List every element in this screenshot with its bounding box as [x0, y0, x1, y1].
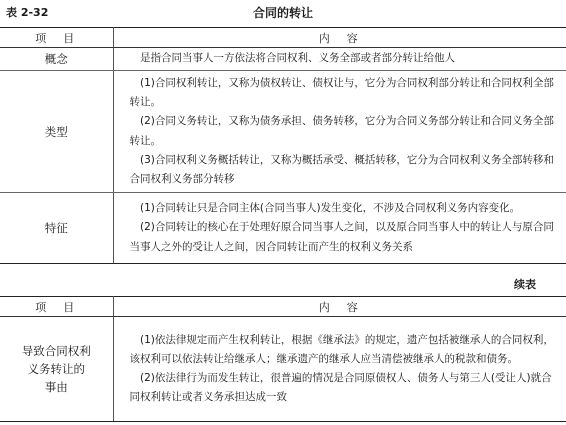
- contract-transfer-table-continued: [0, 296, 566, 422]
- row-item-line: 事由: [44, 380, 68, 394]
- row-item-concept: 概念: [0, 48, 113, 71]
- table-header-row: [0, 297, 566, 317]
- content-paragraph: (2)合同义务转让，又称为债务承担、债务转移，它分为合同义务部分转让和合同义务全部转让。: [129, 115, 554, 147]
- row-item-causes: [0, 317, 113, 422]
- table-row: [0, 71, 566, 193]
- content-paragraph: (2)依法律行为而发生转让，很普遍的情况是合同原债权人、债务人与第三人(受让人)就合同权利转让或者义务承担达成一致: [129, 372, 552, 404]
- row-item-line: 义务转让的: [27, 362, 85, 376]
- row-content-concept: [113, 48, 566, 71]
- table-title: 合同的转让: [252, 6, 313, 20]
- content-paragraph: (2)合同转让的核心在于处理好原合同当事人之间，以及原合同当事人中的转让人与原合同当事人之外的受让人之间，因合同转让而产生的权利义务关系: [129, 221, 554, 253]
- row-content-features: [113, 193, 566, 264]
- row-item-line: 导致合同权利: [21, 344, 91, 358]
- table-row: [0, 48, 566, 71]
- header-item: 项 目: [0, 297, 113, 317]
- table-header-row: [0, 28, 566, 48]
- header-item: 项 目: [0, 28, 113, 48]
- table-row: [0, 193, 566, 264]
- content-paragraph: 是指合同当事人一方依法将合同权利、义务全部或者部分转让给他人: [140, 52, 455, 65]
- content-paragraph: (1)合同权利转让，又称为债权转让、债权让与，它分为合同权利部分转让和合同权利全部转让。: [129, 76, 554, 109]
- row-item-types: 类型: [0, 71, 113, 193]
- content-paragraph: (1)依法律规定而产生权利转让，根据《继承法》的规定，遗产包括被继承人的合同权利，该权利可以依法转让给继承人；继承遗产的继承人应当清偿被继承人的税款和债务。: [129, 333, 554, 365]
- header-content: 内 容: [113, 297, 566, 317]
- continued-label: 续表: [514, 278, 536, 291]
- content-paragraph: (1)合同转让只是合同主体(合同当事人)发生变化，不涉及合同权利义务内容变化。: [140, 202, 521, 215]
- row-content-causes: [113, 317, 566, 422]
- content-paragraph: (3)合同权利义务概括转让，又称为概括承受、概括转移，它分为合同权利义务全部转移和合同权利义务部分转移: [129, 153, 554, 185]
- header-content: 内 容: [113, 28, 566, 48]
- table-row: [0, 317, 566, 422]
- row-item-features: 特征: [0, 193, 113, 264]
- table-number: 表 2-32: [6, 6, 49, 19]
- contract-transfer-table: [0, 27, 566, 264]
- row-content-types: [113, 71, 566, 193]
- table-caption: [0, 4, 566, 22]
